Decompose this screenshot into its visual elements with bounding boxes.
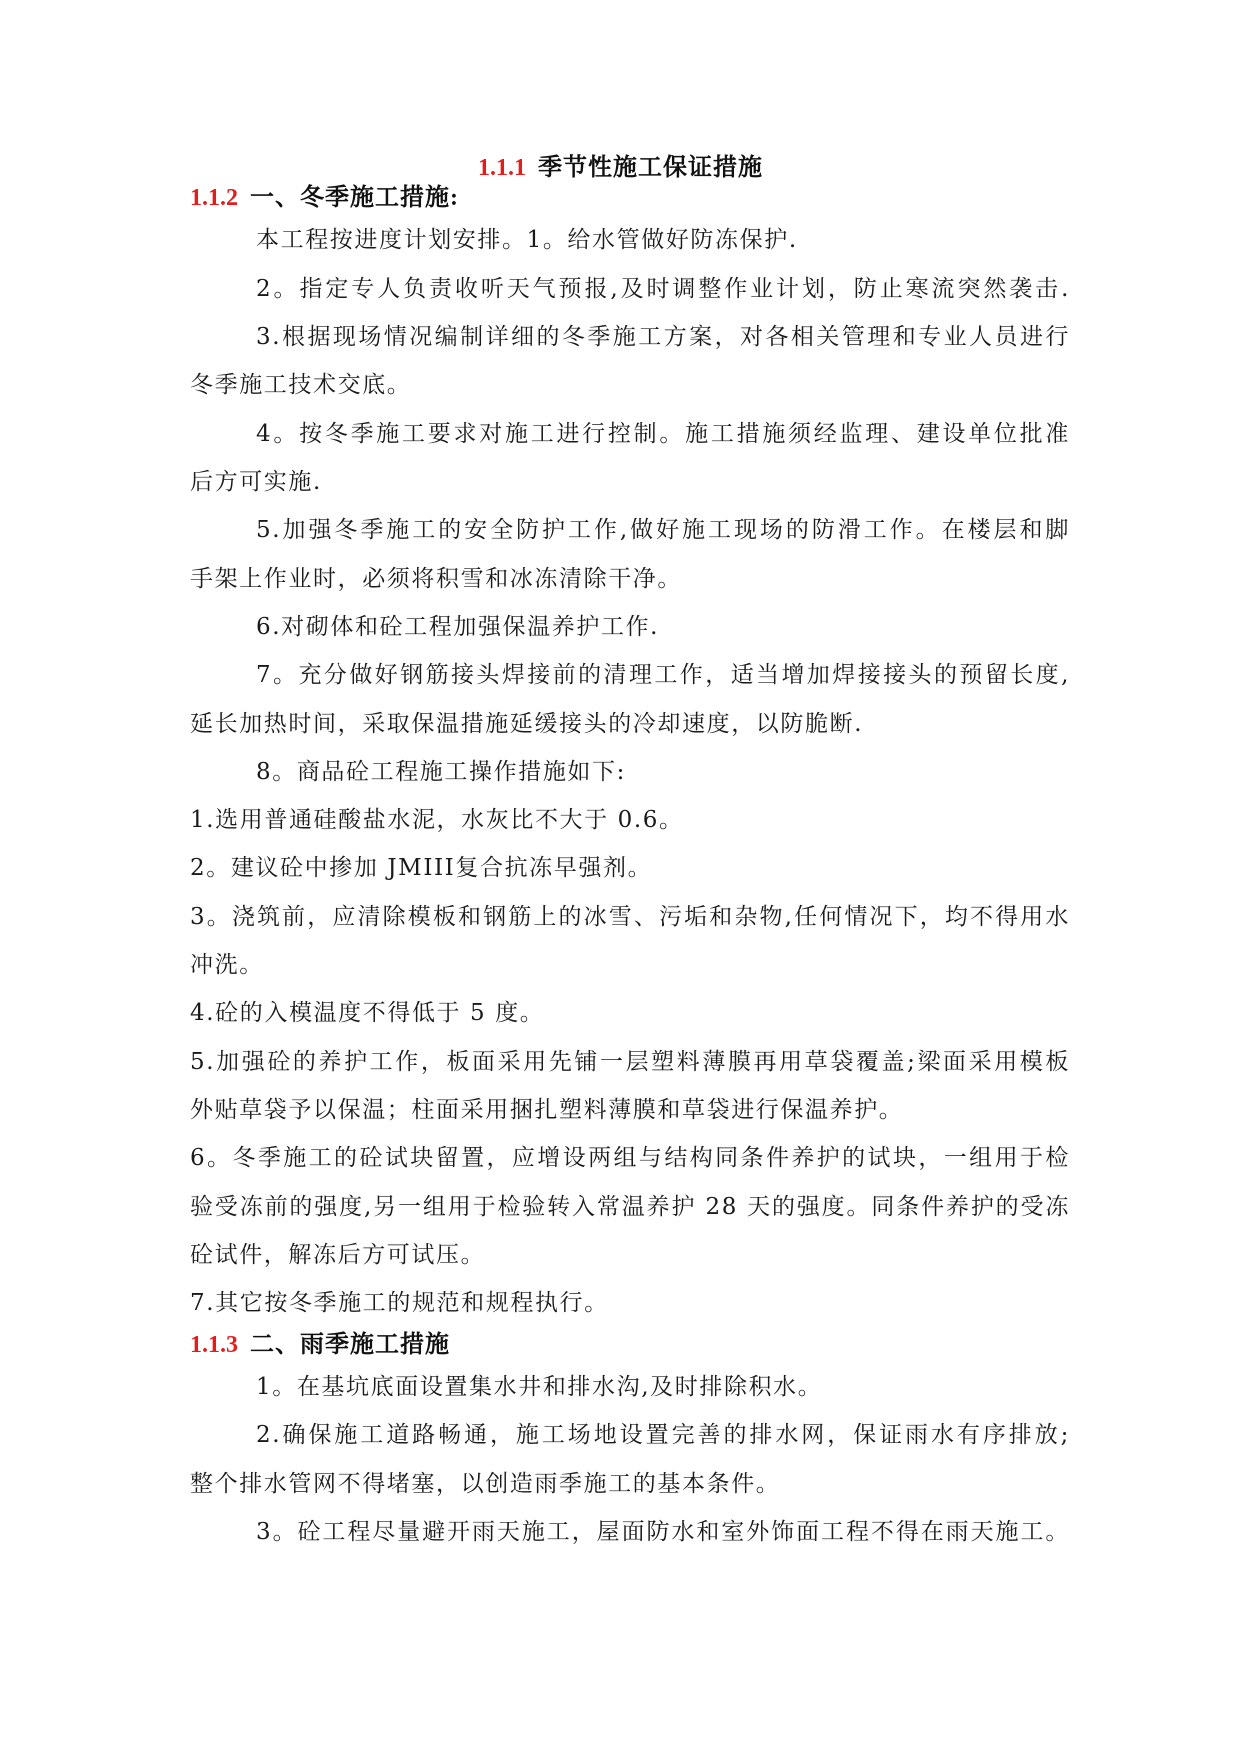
paragraph-line: 2。指定专人负责收听天气预报,及时调整作业计划，防止寒流突然袭击.	[256, 276, 1070, 302]
paragraph-line: 3.根据现场情况编制详细的冬季施工方案，对各相关管理和专业人员进行	[256, 324, 1070, 350]
paragraph-line: 7。充分做好钢筋接头焊接前的清理工作，适当增加焊接接头的预留长度,	[256, 662, 1070, 688]
paragraph-line: 4.砼的入模温度不得低于 5 度。	[190, 1000, 545, 1026]
paragraph-line: 验受冻前的强度,另一组用于检验转入常温养护 28 天的强度。同条件养护的受冻	[190, 1194, 1070, 1220]
paragraph-line: 6。冬季施工的砼试块留置，应增设两组与结构同条件养护的试块，一组用于检	[190, 1145, 1070, 1171]
paragraph-line: 5.加强砼的养护工作，板面采用先铺一层塑料薄膜再用草袋覆盖;梁面采用模板	[190, 1049, 1070, 1075]
paragraph-line: 3。浇筑前，应清除模板和钢筋上的冰雪、污垢和杂物,任何情况下，均不得用水	[190, 904, 1070, 930]
paragraph-line: 2.确保施工道路畅通，施工场地设置完善的排水网，保证雨水有序排放;	[256, 1422, 1070, 1448]
paragraph-line: 7.其它按冬季施工的规范和规程执行。	[190, 1290, 609, 1316]
paragraph-line: 冬季施工技术交底。	[190, 372, 412, 398]
paragraph-line: 8。商品砼工程施工操作措施如下:	[256, 759, 626, 785]
paragraph-line: 本工程按进度计划安排。1。给水管做好防冻保护.	[256, 227, 798, 253]
paragraph-line: 延长加热时间，采取保温措施延缓接头的冷却速度，以防脆断.	[190, 711, 864, 737]
section-heading-rainy	[190, 1330, 450, 1360]
paragraph-line: 6.对砌体和砼工程加强保温养护工作.	[256, 614, 660, 640]
paragraph-line: 5.加强冬季施工的安全防护工作,做好施工现场的防滑工作。在楼层和脚	[256, 517, 1070, 543]
paragraph-line: 砼试件，解冻后方可试压。	[190, 1242, 486, 1268]
paragraph-line: 4。按冬季施工要求对施工进行控制。施工措施须经监理、建设单位批准	[256, 421, 1070, 447]
heading-text: 一、冬季施工措施:	[250, 185, 459, 211]
paragraph-line: 1.选用普通硅酸盐水泥，水灰比不大于 0.6。	[190, 807, 684, 833]
paragraph-line: 2。建议砼中掺加 JMIII复合抗冻早强剂。	[190, 855, 653, 881]
page-title	[0, 153, 1241, 183]
paragraph-line: 3。砼工程尽量避开雨天施工，屋面防水和室外饰面工程不得在雨天施工。	[256, 1519, 1070, 1545]
section-number: 1.1.1	[478, 155, 526, 181]
section-number: 1.1.2	[190, 185, 238, 211]
paragraph-line: 1。在基坑底面设置集水井和排水沟,及时排除积水。	[256, 1374, 823, 1400]
title-text: 季节性施工保证措施	[538, 155, 763, 181]
heading-text: 二、雨季施工措施	[250, 1332, 450, 1358]
paragraph-line: 手架上作业时，必须将积雪和冰冻清除干净。	[190, 566, 682, 592]
paragraph-line: 整个排水管网不得堵塞，以创造雨季施工的基本条件。	[190, 1471, 781, 1497]
paragraph-line: 后方可实施.	[190, 469, 322, 495]
section-number: 1.1.3	[190, 1332, 238, 1358]
section-heading-winter	[190, 183, 459, 213]
paragraph-line: 冲洗。	[190, 952, 264, 978]
paragraph-line: 外贴草袋予以保温；柱面采用捆扎塑料薄膜和草袋进行保温养护。	[190, 1097, 904, 1123]
